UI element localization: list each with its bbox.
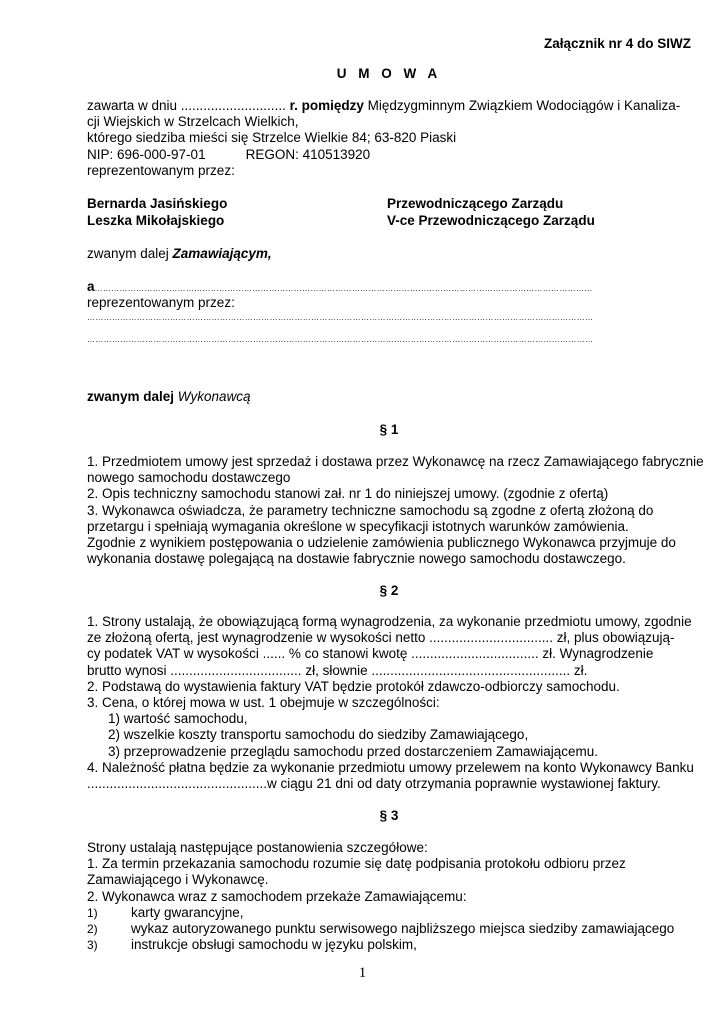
section-2-body bbox=[87, 614, 694, 792]
section-2-item: 2) wszelkie koszty transportu samochodu do siedziby Zamawiającego, bbox=[108, 727, 529, 743]
section-2-line: 1. Strony ustalają, że obowiązującą formą wynagrodzenia, za wykonanie przedmiotu umowy, zgodnie bbox=[87, 614, 692, 629]
nip: NIP: 696-000-97-01 bbox=[87, 146, 206, 162]
representative-name: Leszka Mikołajskiego bbox=[87, 213, 225, 228]
section-3-line: Zamawiającego i Wykonawcę. bbox=[87, 872, 269, 888]
contractor-represented-label: reprezentowanym przez: bbox=[87, 295, 235, 310]
regon: REGON: 410513920 bbox=[245, 146, 371, 162]
section-2-line: brutto wynosi ................................... zł, słownie ..................................................... zł. bbox=[87, 662, 588, 678]
section-1-heading: § 1 bbox=[379, 422, 399, 437]
section-2-line: ze złożoną ofertą, jest wynagrodzenie w wysokości netto ................................. zł, plus obowiązują- bbox=[87, 630, 675, 646]
nip-regon-line bbox=[87, 147, 691, 163]
section-2-line: ................................................w ciągu 21 dni od daty otrzymania poprawnie wystawionej faktury. bbox=[87, 776, 661, 792]
section-3-body bbox=[87, 840, 691, 953]
section-1-line: 3. Wykonawca oświadcza, że parametry techniczne samochodu są zgodne z ofertą złożoną do bbox=[87, 502, 654, 518]
document-title: U M O W A bbox=[336, 66, 442, 81]
section-2-heading: § 2 bbox=[379, 583, 399, 598]
zamawiajacy-line: zwanym dalej Zamawiającym, bbox=[87, 246, 272, 261]
section-1-line: 1. Przedmiotem umowy jest sprzedaż i dostawa przez Wykonawcę na rzecz Zamawiającego fabrycznie bbox=[87, 454, 704, 469]
wykonawca-line: zwanym dalej Wykonawcą bbox=[87, 389, 251, 404]
section-1-line: wykonania dostawę polegającą na dostawie fabrycznie nowego samochodu dostawczego. bbox=[87, 551, 626, 567]
section-3-item: 1) karty gwarancyjne, bbox=[87, 904, 244, 920]
section-3-line: Strony ustalają następujące postanowienia szczegółowe: bbox=[87, 840, 428, 855]
section-2-line: 2. Podstawą do wystawienia faktury VAT będzie protokół zdawczo-odbiorczy samochodu. bbox=[87, 678, 620, 694]
section-2-line: 3. Cena, o której mowa w ust. 1 obejmuje w szczególności: bbox=[87, 695, 440, 711]
section-3-line: 1. Za termin przekazania samochodu rozumie się datę podpisania protokołu odbioru przez bbox=[87, 856, 626, 872]
section-3-heading: § 3 bbox=[379, 808, 399, 823]
section-3-line: 2. Wykonawca wraz z samochodem przekaże Zamawiającemu: bbox=[87, 888, 467, 904]
preamble bbox=[87, 98, 691, 179]
section-3-item: 2) wykaz autoryzowanego punktu serwisowego najbliższego miejsca siedziby zamawiającego bbox=[87, 921, 675, 937]
section-2-item: 3) przeprowadzenie przeglądu samochodu przed dostarczeniem Zamawiającemu. bbox=[108, 743, 599, 759]
section-1-body bbox=[87, 454, 704, 567]
representative-row bbox=[87, 213, 691, 229]
section-2-line: 4. Należność płatna będzie za wykonanie przedmiotu umowy przelewem na konto Wykonawcy Banku bbox=[87, 759, 694, 775]
zamawiajacy-name: Zamawiającym, bbox=[172, 246, 272, 261]
section-2-item: 1) wartość samochodu, bbox=[108, 711, 248, 727]
section-3-item: 3) instrukcje obsługi samochodu w języku polskim, bbox=[87, 937, 417, 953]
represented-by-label: reprezentowanym przez: bbox=[87, 162, 235, 178]
contractor-rep-dots-1: ………………………………………………………………………………………………………………………………………………………………… bbox=[87, 313, 594, 323]
preamble-line-2: cji Wiejskich w Strzelcach Wielkich, bbox=[87, 114, 299, 130]
representative-role: Przewodniczącego Zarządu bbox=[387, 196, 564, 211]
representative-name: Bernarda Jasińskiego bbox=[87, 196, 228, 211]
representative-row bbox=[87, 196, 691, 212]
preamble-line-1: zawarta w dniu ............................ r. pomiędzy Międzygminnym Związkiem Wodociągów i Kanaliza- bbox=[87, 98, 681, 113]
contractor-rep-dots-2: ………………………………………………………………………………………………………………………………………………………………… bbox=[87, 335, 594, 345]
preamble-line-3: którego siedziba mieści się Strzelce Wielkie 84; 63-820 Piaski bbox=[87, 130, 457, 146]
section-1-line: nowego samochodu dostawczego bbox=[87, 470, 291, 486]
contractor-dots: ……………………………………………………………………………………………………………………………………………………………… bbox=[94, 284, 593, 293]
section-1-line: 2. Opis techniczny samochodu stanowi zał. nr 1 do niniejszej umowy. (zgodnie z ofertą) bbox=[87, 486, 609, 502]
representative-role: V-ce Przewodniczącego Zarządu bbox=[387, 213, 595, 228]
contractor-name-line: a……………………………………………………………………………………………………………………………………………………………… bbox=[87, 279, 593, 294]
contractor-block bbox=[87, 279, 691, 345]
section-1-line: przetargu i spełniają wymagania określone w specyfikacji istotnych warunków zamówienia. bbox=[87, 518, 629, 534]
wykonawca-name: Wykonawcą bbox=[177, 389, 251, 404]
page-number: 1 bbox=[358, 965, 367, 981]
annex-label: Załącznik nr 4 do SIWZ bbox=[543, 36, 691, 51]
section-1-line: Zgodnie z wynikiem postępowania o udzielenie zamówienia publicznego Wykonawca przyjmuje do bbox=[87, 535, 676, 551]
section-2-line: cy podatek VAT w wysokości ...... % co stanowi kwotę .................................. zł. Wynagrodzenie bbox=[87, 646, 654, 662]
representatives bbox=[87, 196, 691, 229]
